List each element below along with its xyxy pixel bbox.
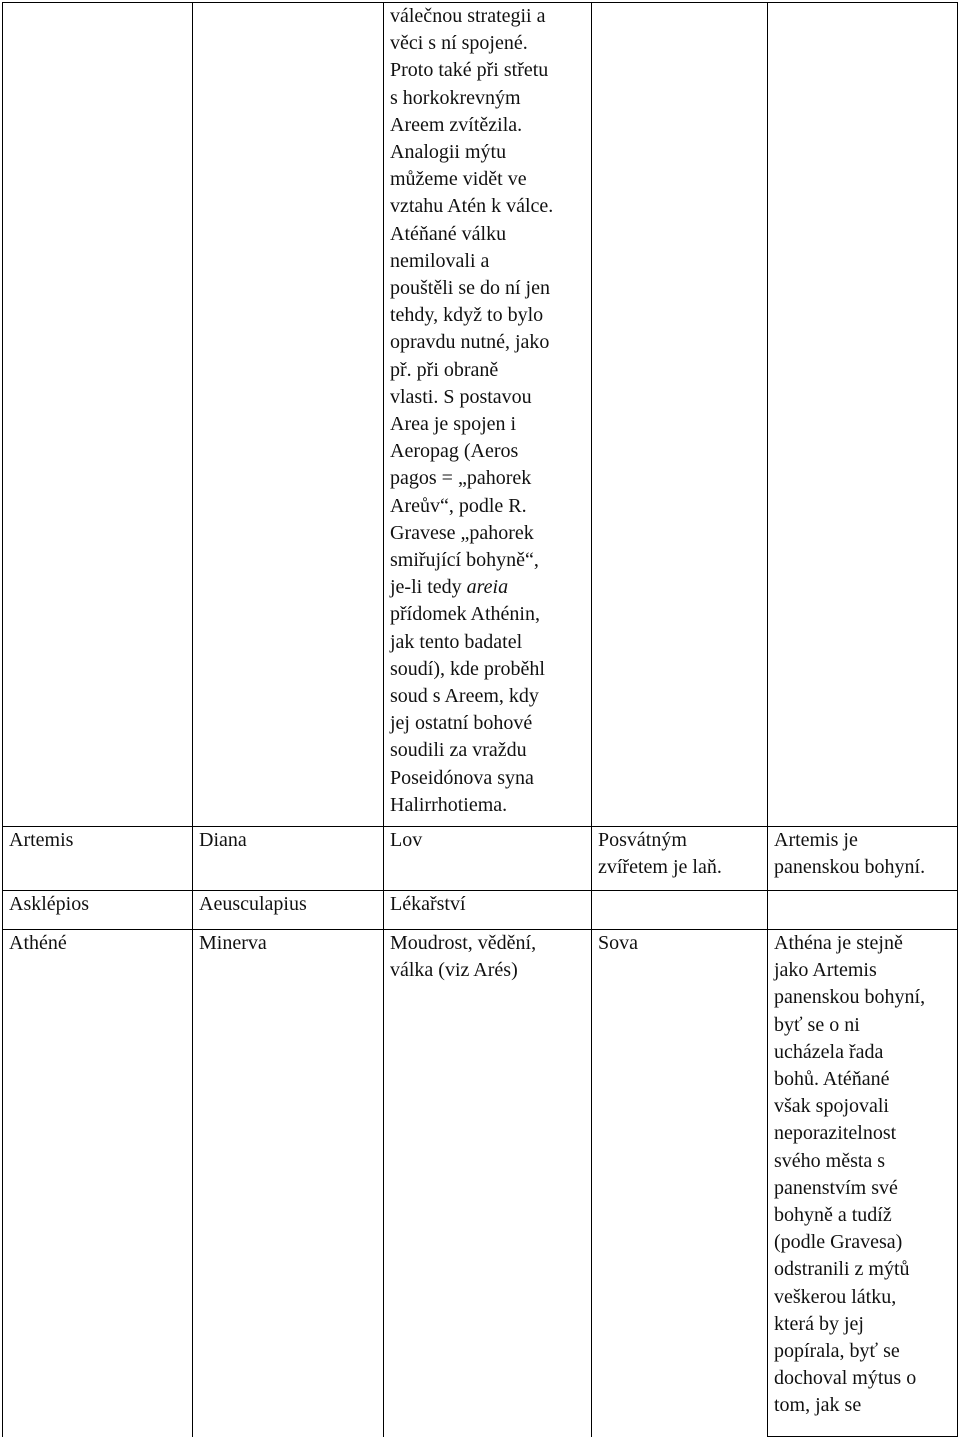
cell-note [768, 930, 958, 1437]
domain-text: Lékařství [390, 893, 466, 915]
cell-note [768, 891, 958, 930]
domain-text-italic: areia [466, 576, 509, 599]
cell-greek-name [3, 891, 193, 930]
roman-name: Aeusculapius [199, 893, 307, 915]
table-row-asklepios [3, 891, 958, 930]
cell-attribute [592, 3, 768, 827]
roman-name: Minerva [199, 932, 267, 954]
cell-greek-name [3, 3, 193, 827]
cell-domain [384, 930, 592, 1437]
table-row-artemis [3, 827, 958, 891]
cell-domain [384, 827, 592, 891]
note-text: Artemis je panenskou bohyní. [774, 829, 926, 879]
cell-attribute [592, 827, 768, 891]
greek-name: Artemis [9, 829, 74, 851]
cell-domain [384, 3, 592, 827]
greek-name: Athéné [9, 932, 67, 954]
domain-text: Moudrost, vědění, válka (viz Arés) [390, 932, 537, 982]
domain-text-part-2: přídomek Athénin, jak tento badatel soudí), kde proběhl soud s Areem, kdy jej ostatní bohové soudili za vraždu Poseidónova syna Halirrhotiema. [390, 603, 545, 816]
cell-attribute [592, 930, 768, 1437]
attribute-text: Sova [598, 932, 638, 954]
greek-name: Asklépios [9, 893, 89, 915]
cell-note [768, 827, 958, 891]
cell-roman-name [193, 827, 384, 891]
table-row-athene [3, 930, 958, 1437]
domain-text [390, 3, 591, 819]
domain-text-part-1: válečnou strategii a věci s ní spojené. Proto také při střetu s horkokrevným Areem zvítězila. Analogii mýtu můžeme vidět ve vztahu Atén k válce. Atéňané válku nemilovali a pouštěli se do ní jen tehdy, když to bylo opravdu nutné, jako př. při obraně vlasti. S postavou Area je spojen i Aeropag (Aeros pagos = „pahorek Areův“, podle R. Gravese „pahorek smiřující bohyně“, je-li tedy [390, 5, 554, 599]
cell-greek-name [3, 930, 193, 1437]
cell-note [768, 3, 958, 827]
domain-text: Lov [390, 829, 423, 851]
cell-attribute [592, 891, 768, 930]
cell-greek-name [3, 827, 193, 891]
cell-domain [384, 891, 592, 930]
cell-roman-name [193, 891, 384, 930]
cell-roman-name [193, 3, 384, 827]
mythology-table [2, 2, 958, 1437]
roman-name: Diana [199, 829, 247, 851]
note-text: Athéna je stejně jako Artemis panenskou bohyní, byť se o ni ucházela řada bohů. Atéňané však spojovali neporazitelnost svého města s panenstvím své bohyně a tudíž (podle Gravesa) odstranili z mýtů veškerou látku, která by jej popírala, byť se dochoval mýtus o tom, jak se [774, 932, 926, 1417]
cell-roman-name [193, 930, 384, 1437]
attribute-text: Posvátným zvířetem je laň. [598, 829, 722, 879]
table-row-continuation [3, 3, 958, 827]
